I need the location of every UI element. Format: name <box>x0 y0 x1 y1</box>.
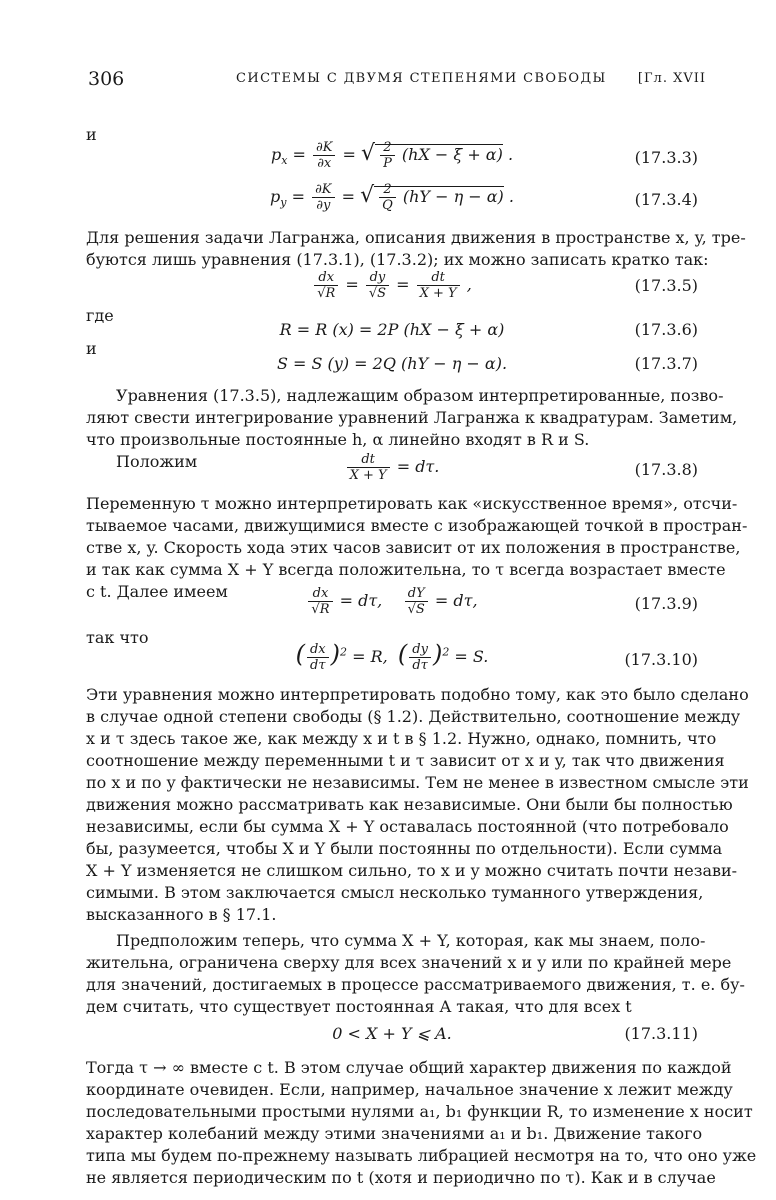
paragraph-line: независимы, если бы сумма X + Y оставалась постоянной (что потребовало <box>86 817 729 836</box>
paragraph-line: движения можно рассматривать как независимые. Они были бы полностью <box>86 795 733 814</box>
paragraph-line: буются лишь уравнения (17.3.1), (17.3.2); их можно записать кратко так: <box>86 250 709 269</box>
paragraph-line: высказанного в § 17.1. <box>86 905 277 924</box>
equation-number: (17.3.10) <box>624 650 698 669</box>
paragraph-line: и так как сумма X + Y всегда положительна, то τ всегда возрастает вместе <box>86 560 726 579</box>
paragraph-line: X + Y изменяется не слишком сильно, то x и y можно считать почти незави- <box>86 861 738 880</box>
equation-17-3-5: $\frac{dx}{√R}$ = $\frac{dy}{√S}$ = $\frac{dt}{X + Y}$ , (17.3.5) <box>86 270 698 310</box>
equation-17-3-11: 0 < X + Y ⩽ A. (17.3.11) <box>332 1024 698 1043</box>
equation-number: (17.3.5) <box>634 276 698 295</box>
paragraph-line: симыми. В этом заключается смысл несколько туманного утверждения, <box>86 883 704 902</box>
paragraph-line: Эти уравнения можно интерпретировать подобно тому, как это было сделано <box>86 685 749 704</box>
equation-number: (17.3.6) <box>634 320 698 339</box>
paragraph-line: координате очевиден. Если, например, начальное значение x лежит между <box>86 1080 733 1099</box>
paragraph-line: по x и по y фактически не независимы. Тем не менее в известном смысле эти <box>86 773 749 792</box>
word-and: и <box>86 125 97 144</box>
equation-17-3-4: $p_y$ = $\frac{\partial K}{\partial y}$ = √ $\frac{2}{Q}$ (hY − η − α) . (17.3.4) <box>270 182 698 213</box>
equation-17-3-3: $p_x$ = $\frac{\partial K}{\partial x}$ = √ $\frac{2}{P}$ (hX − ξ + α) . (17.3.3) <box>270 140 698 171</box>
paragraph-line: дем считать, что существует постоянная A такая, что для всех t <box>86 997 632 1016</box>
paragraph-line: Переменную τ можно интерпретировать как «искусственное время», отсчи- <box>86 494 738 513</box>
paragraph-line: что произвольные постоянные h, α линейно входят в R и S. <box>86 430 590 449</box>
word-so-that: так что <box>86 628 149 647</box>
running-header <box>88 68 706 98</box>
chapter-marker: [Гл. XVII <box>637 71 706 86</box>
equation-17-3-6: R = R (x) = 2P (hX − ξ + α) (17.3.6) <box>279 320 698 339</box>
word-where: где <box>86 306 114 325</box>
paragraph-line: типа мы будем по-прежнему называть либрацией несмотря на то, что оно уже <box>86 1146 757 1165</box>
equation-17-3-8: $\frac{dt}{X + Y}$ = dτ. (17.3.8) <box>86 452 698 490</box>
word-and: и <box>86 339 97 358</box>
paragraph-line: в случае одной степени свободы (§ 1.2). Действительно, соотношение между <box>86 707 741 726</box>
paragraph-line: стве x, y. Скорость хода этих часов зависит от их положения в пространстве, <box>86 538 741 557</box>
paragraph-line: Уравнения (17.3.5), надлежащим образом интерпретированные, позво- <box>116 386 724 405</box>
paragraph-line: не является периодическим по t (хотя и периодично по τ). Как и в случае <box>86 1168 716 1187</box>
paragraph-line: Положим <box>116 452 198 471</box>
equation-number: (17.3.9) <box>634 594 698 613</box>
equation-number: (17.3.3) <box>634 148 698 167</box>
equation-number: (17.3.7) <box>634 354 698 373</box>
paragraph-line: характер колебаний между этими значениями a₁ и b₁. Движение такого <box>86 1124 703 1143</box>
equation-number: (17.3.4) <box>634 190 698 209</box>
equation-17-3-9: $\frac{dx}{√R}$ = dτ, $\frac{dY}{√S}$ = dτ, (17.3.9) <box>86 586 698 626</box>
paragraph-line: ляют свести интегрирование уравнений Лагранжа к квадратурам. Заметим, <box>86 408 738 427</box>
paragraph-line: для значений, достигаемых в процессе рассматриваемого движения, т. е. бу- <box>86 975 745 994</box>
paragraph-line: соотношение между переменными t и τ зависит от x и y, так что движения <box>86 751 725 770</box>
page-number: 306 <box>88 68 125 90</box>
paragraph-line: тываемое часами, движущимися вместе с изображающей точкой в простран- <box>86 516 748 535</box>
paragraph-line: Тогда τ → ∞ вместе с t. В этом случае общий характер движения по каждой <box>86 1058 732 1077</box>
running-title: СИСТЕМЫ С ДВУМЯ СТЕПЕНЯМИ СВОБОДЫ <box>236 71 607 86</box>
paragraph-line: жительна, ограничена сверху для всех значений x и y или по крайней мере <box>86 953 732 972</box>
equation-number: (17.3.11) <box>624 1024 698 1043</box>
equation-number: (17.3.8) <box>634 460 698 479</box>
equation-17-3-10: ( $\frac{dx}{d\tau}$ )$^2$ = R, ( $\frac{dy}{d\tau}$ )$^2$ = S. (17.3.10) <box>295 640 698 673</box>
equation-17-3-7: S = S (y) = 2Q (hY − η − α). (17.3.7) <box>276 354 698 373</box>
paragraph-line: с t. Далее имеем <box>86 582 228 601</box>
paragraph-line: Предположим теперь, что сумма X + Y, которая, как мы знаем, поло- <box>116 931 706 950</box>
paragraph-line: Для решения задачи Лагранжа, описания движения в пространстве x, y, тре- <box>86 228 746 247</box>
paragraph-line: последовательными простыми нулями a₁, b₁ функции R, то изменение x носит <box>86 1102 753 1121</box>
paragraph-line: x и τ здесь такое же, как между x и t в § 1.2. Нужно, однако, помнить, что <box>86 729 717 748</box>
paragraph-line: бы, разумеется, чтобы X и Y были постоянны по отдельности). Если сумма <box>86 839 723 858</box>
